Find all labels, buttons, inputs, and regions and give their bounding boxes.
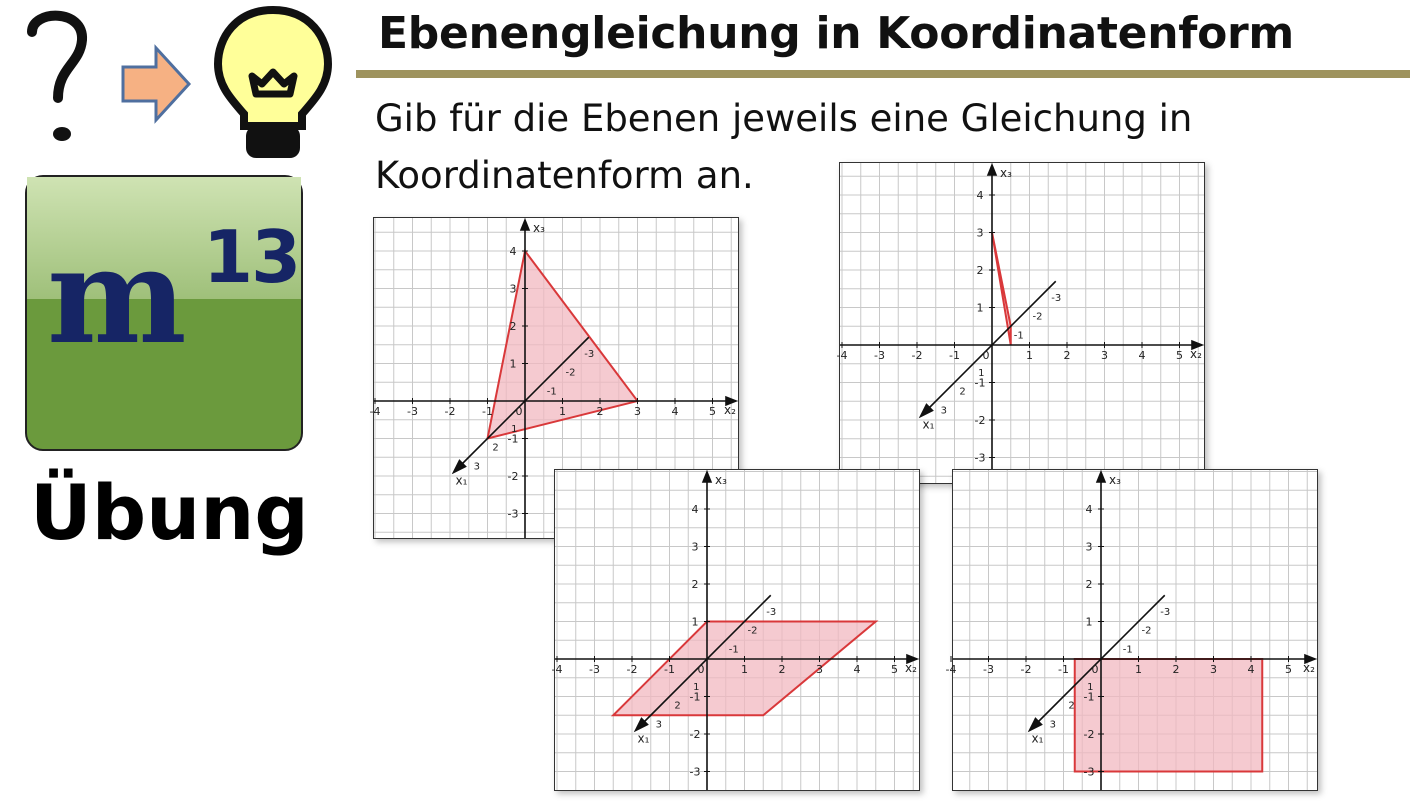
page-title: Ebenengleichung in Koordinatenform [378,8,1294,59]
x1-tick-label: -2 [1032,311,1043,323]
x2-tick-label: 5 [891,663,898,676]
x2-tick-label: 5 [1285,663,1292,676]
x1-axis-label: x₁ [922,417,935,432]
logo-letter: m [47,219,181,374]
x2-tick-label: 4 [1247,663,1255,676]
x3-tick-label: -1 [1083,690,1095,704]
x3-tick-label: 3 [509,282,517,296]
plane-shape [1075,659,1263,772]
x3-tick-label: 2 [509,320,517,333]
x1-tick-label: 3 [940,405,947,417]
x3-tick-label: -2 [507,470,519,483]
x1-tick-label: -1 [546,386,557,398]
x1-axis [925,281,1056,412]
x3-axis-label: x₃ [715,473,727,487]
x1-tick-label: 3 [1049,719,1056,731]
graph-plane-d [945,469,1318,791]
x3-arrowhead [703,472,711,482]
x1-tick-label: -1 [1013,330,1024,342]
logo-superscript: 13 [203,215,300,299]
x3-axis-label: x₃ [1109,473,1121,487]
x1-tick-label: 3 [655,719,662,731]
x2-tick-label: -2 [911,349,923,362]
arrow-right-icon [120,45,192,123]
lightbulb-icon [212,6,334,164]
x2-tick-label: -4 [945,663,957,676]
x2-tick-label: 2 [596,405,604,418]
x2-axis-label: x₂ [905,661,917,675]
x2-tick-label: 3 [816,663,823,676]
x2-tick-label: -2 [444,405,456,418]
x1-tick-label: 3 [473,461,480,473]
x2-tick-label: -1 [482,405,493,418]
x1-tick-label: -2 [1141,625,1152,637]
x3-tick-label: 2 [976,264,984,277]
x2-tick-label: 2 [1063,349,1071,362]
x3-axis-label: x₃ [533,221,545,235]
x3-tick-label: -1 [507,432,519,446]
x3-tick-label: 3 [1085,540,1093,554]
x2-tick-label: 0 [1091,663,1099,676]
x2-tick-label: 1 [741,663,748,676]
x2-tick-label: 3 [1210,663,1217,676]
x2-tick-label: 3 [634,405,641,418]
x3-tick-label: -3 [1083,765,1095,779]
x3-tick-label: 4 [976,189,984,202]
x3-tick-label: -2 [974,414,986,427]
x2-tick-label: 2 [778,663,786,676]
x3-tick-label: -2 [1083,728,1095,741]
x2-tick-label: 5 [1176,349,1183,362]
m13-logo [25,175,303,451]
x2-tick-label: 1 [1026,349,1033,362]
x1-tick-label: 1 [978,367,985,379]
x3-tick-label: -1 [974,376,986,390]
title-underline [356,70,1410,78]
x3-tick-label: -3 [507,507,519,521]
x3-tick-label: 1 [509,357,517,371]
x1-axis-label: x₁ [455,473,468,488]
x2-tick-label: 4 [1138,349,1146,362]
x2-axis-label: x₂ [1190,347,1202,361]
x3-tick-label: 1 [691,615,699,629]
x2-tick-label: 0 [982,349,990,362]
x2-axis-label: x₂ [1303,661,1315,675]
x2-tick-label: 3 [1101,349,1108,362]
x3-tick-label: 4 [1085,503,1093,516]
x2-tick-label: -4 [369,405,381,418]
x1-tick-label: -3 [584,348,595,360]
x2-tick-label: -3 [874,349,885,362]
x3-tick-label: -3 [974,451,986,465]
x3-tick-label: 1 [1085,615,1093,629]
x2-tick-label: -3 [407,405,418,418]
x2-tick-label: -1 [1058,663,1069,676]
x1-axis-label: x₁ [1031,731,1044,746]
x3-arrowhead [521,220,529,230]
x2-tick-label: 1 [559,405,566,418]
exercise-label: Übung [30,468,309,557]
x1-tick-label: 1 [1087,681,1094,693]
x2-tick-label: 4 [853,663,861,676]
x2-tick-label: -3 [589,663,600,676]
x1-tick-label: -2 [747,625,758,637]
x3-tick-label: 4 [509,245,517,258]
x1-tick-label: -1 [728,644,739,656]
x3-tick-label: 3 [691,540,699,554]
x1-tick-label: -3 [766,606,777,618]
axes [840,165,1202,483]
question-mark-icon [18,2,98,152]
x2-tick-label: 2 [1172,663,1180,676]
x1-tick-label: -1 [1122,644,1133,656]
x2-tick-label: -3 [983,663,994,676]
instruction-text: Gib für die Ebenen jeweils eine Gleichung in Koordinatenform an. [375,97,1193,197]
x3-arrowhead [988,165,996,175]
x3-axis-label: x₃ [1000,166,1012,180]
grid-lines [840,163,1204,483]
x2-tick-label: -4 [836,349,848,362]
x3-tick-label: 1 [976,301,984,315]
x3-tick-label: 2 [1085,578,1093,591]
x1-tick-label: 2 [1068,700,1075,712]
x2-tick-label: 5 [709,405,716,418]
x2-tick-label: -1 [664,663,675,676]
x2-tick-label: -2 [626,663,638,676]
x2-tick-label: 0 [515,405,523,418]
x3-tick-label: 2 [691,578,699,591]
x1-tick-label: 1 [693,681,700,693]
x2-tick-label: -2 [1020,663,1032,676]
x2-axis-label: x₂ [724,403,736,417]
graph-plane-b [836,162,1205,484]
x3-tick-label: -3 [689,765,701,779]
x3-arrowhead [1097,472,1105,482]
x1-tick-label: 2 [674,700,681,712]
x2-tick-label: 1 [1135,663,1142,676]
x1-tick-label: -2 [565,367,576,379]
x1-tick-label: 2 [492,442,499,454]
graph-plane-c [551,469,920,791]
x2-tick-label: -4 [551,663,563,676]
x1-axis-label: x₁ [637,731,650,746]
x2-tick-label: -1 [949,349,960,362]
x3-tick-label: -2 [689,728,701,741]
x2-tick-label: 4 [671,405,679,418]
x1-tick-label: 1 [511,423,518,435]
x3-tick-label: 4 [691,503,699,516]
x3-tick-label: 3 [976,226,984,240]
x2-tick-label: 0 [697,663,705,676]
x3-tick-label: -1 [689,690,701,704]
x1-tick-label: 2 [959,386,966,398]
x1-tick-label: -3 [1160,606,1171,618]
x1-tick-label: -3 [1051,292,1062,304]
